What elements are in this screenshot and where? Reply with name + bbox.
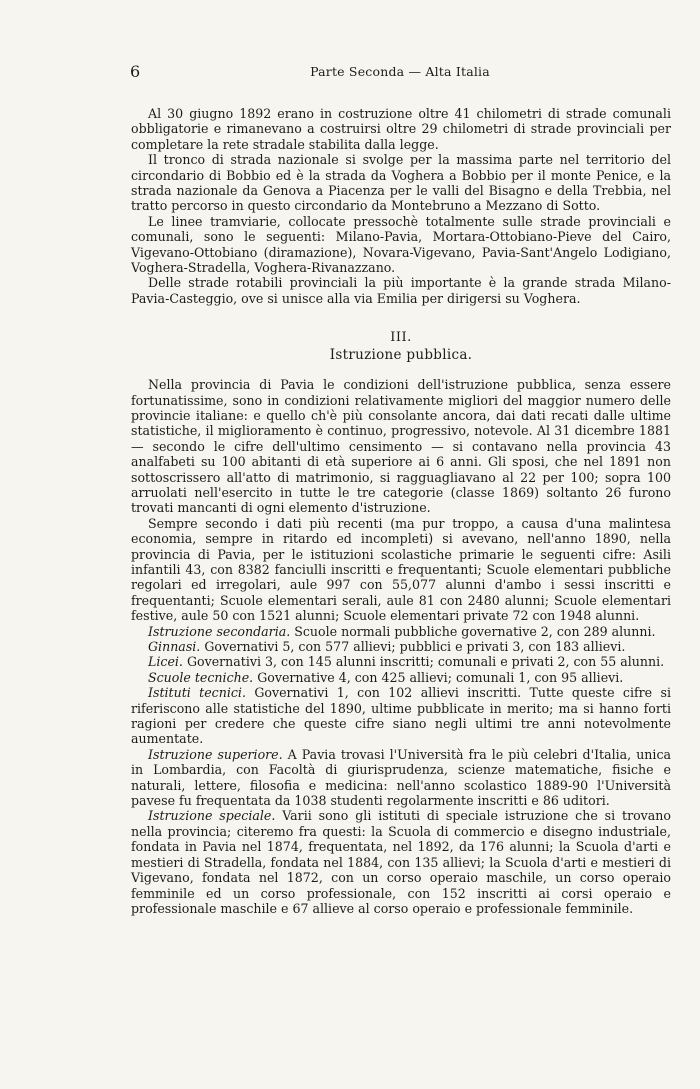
- page-text: [131, 106, 671, 916]
- paragraph: Nella provincia di Pavia le condizioni dell'istruzione pubblica, senza essere fortunatissime, sono in condizioni relativamente migliori del maggior numero delle provincie italiane: e quello ch'è più consolante ancora, dai dati recati dalle ultime statistiche, il miglioramento è continuo, progressivo, notevole. Al 31 dicembre 1881 — secondo le cifre dell'ultimo censimento — si contavano nella provincia 43 analfabeti su 100 abitanti di età superiore ai 6 anni. Gli sposi, che nel 1891 non sottoscrissero all'atto di matrimonio, si ragguagliavano al 22 per 100; sopra 100 arruolati nell'esercito in tutte le tre categorie (classe 1869) soltanto 26 furono trovati mancanti di ogni elemento d'istruzione.: [131, 377, 671, 516]
- running-title: Parte Seconda — Alta Italia: [310, 64, 490, 79]
- paragraph: Le linee tramviarie, collocate pressochè totalmente sulle strade provinciali e comunali, sono le seguenti: Milano-Pavia, Mortara-Ottobiano-Pieve del Cairo, Vigevano-Ottobiano (diramazione), Novara-Vigevano, Pavia-Sant'Angelo Lodigiano, Voghera-Stradella, Voghera-Rivanazzano.: [131, 213, 671, 276]
- section-title: Istruzione pubblica.: [329, 346, 473, 363]
- page-number: 6: [130, 62, 141, 81]
- paragraph: Sempre secondo i dati più recenti (ma pur troppo, a causa d'una malintesa economia, sempre in ritardo ed incompleti) si avevano, nell'anno 1890, nella provincia di Pavia, per le istituzioni scolastiche primarie le seguenti cifre: Asili infantili 43, con 8382 fanciulli inscritti e frequentanti; Scuole elementari pubbliche regolari ed irregolari, aule 997 con 55,077 alunni d'ambo i sessi inscritti e frequentanti; Scuole elementari serali, aule 81 con 2480 alunni; Scuole elementari festive, aule 50 con 1521 alunni; Scuole elementari private 72 con 1948 alunni.: [131, 515, 671, 624]
- paragraph: [131, 639, 671, 654]
- run-in-heading: Licei.: [148, 654, 183, 670]
- run-in-heading: Ginnasi.: [148, 639, 201, 654]
- run-in-heading: Istruzione superiore.: [148, 746, 283, 762]
- run-in-heading: Istituti tecnici.: [148, 685, 246, 701]
- paragraph-text: A Pavia trovasi l'Università fra le più celebri d'Italia, unica in Lombardia, con Facoltà di giurisprudenza, scienze matematiche, fisiche e naturali, lettere, filosofia e medicina: nell'anno scolastico 1889-90 l'Università pavese fu frequentata da 1038 studenti regolarmente inscritti e 86 uditori.: [131, 746, 672, 809]
- section-number: III.: [390, 330, 412, 346]
- run-in-heading: Istruzione secondaria.: [148, 623, 291, 639]
- paragraph-text: Varii sono gli istituti di speciale istruzione che si trovano nella provincia; citeremo fra questi: la Scuola di commercio e disegno industriale, fondata in Pavia nel 1874, frequentata, nel 1892, da 176 alunni; la Scuola d'arti e mestieri di Stradella, fondata nel 1884, con 135 allievi; la Scuola d'arti e mestieri di Vigevano, fondata nel 1872, con un corso operaio maschile, un corso operaio femminile ed un corso professionale, con 152 inscritti ai corsi operaio e professionale maschile e 67 allieve al corso operaio e professionale femminile.: [131, 808, 671, 916]
- paragraph: [131, 685, 671, 747]
- paragraph-text: Scuole normali pubbliche governative 2, con 289 alunni.: [290, 623, 656, 639]
- paragraph: [131, 670, 671, 685]
- paragraph-text: Governative 4, con 425 allievi; comunali 1, con 95 allievi.: [253, 669, 624, 685]
- paragraph: [131, 747, 671, 809]
- paragraph: [131, 624, 671, 639]
- paragraph-text: Governativi 3, con 145 alunni inscritti; comunali e privati 2, con 55 alunni.: [182, 654, 665, 670]
- run-in-heading: Istruzione speciale.: [148, 808, 276, 824]
- paragraph: [131, 654, 671, 669]
- paragraph: Delle strade rotabili provinciali la più importante è la grande strada Milano-Pavia-Casteggio, ove si unisce alla via Emilia per dirigersi su Voghera.: [131, 275, 671, 306]
- paragraph: Al 30 giugno 1892 erano in costruzione oltre 41 chilometri di strade comunali obbligatorie e rimanevano a costruirsi oltre 29 chilometri di strade provinciali per completare la rete stradale stabilita dalla legge.: [131, 106, 671, 152]
- paragraph-text: Governativi 5, con 577 allievi; pubblici e privati 3, con 183 allievi.: [200, 639, 626, 654]
- paragraph-text: Governativi 1, con 102 allievi inscritti. Tutte queste cifre si riferiscono alle statistiche del 1890, ultime pubblicate in merito; ma si hanno forti ragioni per credere che queste cifre siano negli ultimi tre anni notevolmente aumentate.: [131, 685, 671, 747]
- paragraph: Il tronco di strada nazionale si svolge per la massima parte nel territorio del circondario di Bobbio ed è la strada da Voghera a Bobbio per il monte Penice, e la strada nazionale da Genova a Piacenza per le valli del Bisagno e della Trebbia, nel tratto percorso in questo circondario da Montebruno a Mezzano di Sotto.: [131, 152, 671, 214]
- run-in-heading: Scuole tecniche.: [148, 669, 254, 685]
- paragraph: [131, 808, 671, 916]
